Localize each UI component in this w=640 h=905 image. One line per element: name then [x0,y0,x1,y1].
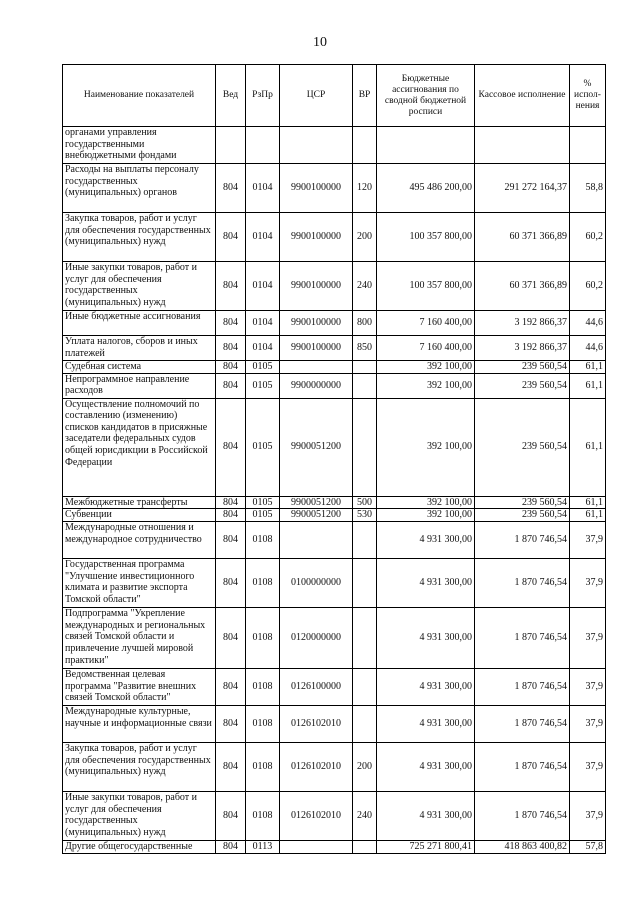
cell-pct: 37,9 [570,559,606,608]
cell-rzpr: 0105 [246,496,280,509]
cell-cash: 239 560,54 [475,509,570,522]
cell-ved [216,127,246,164]
cell-vr [353,522,377,559]
header-cash: Кассовое исполнение [475,65,570,127]
cell-rzpr: 0105 [246,509,280,522]
cell-name: Подпрограмма "Укрепление международных и региональных связей Томской области и привлечение лучшей мировой практики" [63,608,216,669]
table-row [63,213,606,262]
cell-csr: 0126102010 [280,706,353,743]
header-name: Наименование показателей [63,65,216,127]
cell-pct: 58,8 [570,164,606,213]
cell-rzpr: 0113 [246,841,280,854]
cell-csr: 0126102010 [280,792,353,841]
cell-pct: 61,1 [570,496,606,509]
header-csr: ЦСР [280,65,353,127]
cell-ved: 804 [216,706,246,743]
cell-pct: 61,1 [570,361,606,374]
table-row [63,127,606,164]
cell-name: Субвенции [63,509,216,522]
header-budget: Бюджетные ассигнования по сводной бюджетной росписи [377,65,475,127]
cell-rzpr: 0105 [246,361,280,374]
cell-name: органами управления государственными внебюджетными фондами [63,127,216,164]
cell-budget: 100 357 800,00 [377,262,475,311]
cell-ved: 804 [216,262,246,311]
cell-budget: 4 931 300,00 [377,608,475,669]
cell-csr [280,127,353,164]
cell-budget: 495 486 200,00 [377,164,475,213]
cell-pct: 61,1 [570,509,606,522]
cell-rzpr: 0108 [246,792,280,841]
cell-rzpr: 0105 [246,373,280,398]
cell-rzpr: 0108 [246,743,280,792]
cell-rzpr: 0108 [246,608,280,669]
cell-name: Международные отношения и международное сотрудничество [63,522,216,559]
table-row [63,608,606,669]
cell-budget: 392 100,00 [377,373,475,398]
table-row [63,361,606,374]
table-row [63,669,606,706]
cell-vr [353,669,377,706]
cell-ved: 804 [216,559,246,608]
cell-csr: 0126102010 [280,743,353,792]
cell-vr: 120 [353,164,377,213]
cell-vr: 240 [353,262,377,311]
table-header-row [63,65,606,127]
cell-pct: 37,9 [570,669,606,706]
cell-name: Осуществление полномочий по составлению (изменению) списков кандидатов в присяжные заседатели федеральных судов общей юрисдикции в Российской Федерации [63,398,216,496]
cell-csr: 9900100000 [280,213,353,262]
cell-csr: 9900100000 [280,336,353,361]
header-rzpr: РзПр [246,65,280,127]
cell-rzpr: 0104 [246,213,280,262]
cell-name: Межбюджетные трансферты [63,496,216,509]
cell-rzpr: 0104 [246,336,280,361]
cell-vr: 800 [353,311,377,336]
budget-execution-table [62,64,606,854]
cell-rzpr: 0108 [246,706,280,743]
cell-name: Международные культурные, научные и информационные связи [63,706,216,743]
cell-cash: 291 272 164,37 [475,164,570,213]
cell-ved: 804 [216,669,246,706]
cell-vr [353,706,377,743]
cell-name: Судебная система [63,361,216,374]
cell-cash: 1 870 746,54 [475,669,570,706]
cell-vr: 200 [353,743,377,792]
cell-cash: 3 192 866,37 [475,336,570,361]
cell-budget: 4 931 300,00 [377,559,475,608]
cell-pct: 37,9 [570,743,606,792]
cell-rzpr [246,127,280,164]
cell-cash: 239 560,54 [475,373,570,398]
table-row [63,509,606,522]
cell-ved: 804 [216,336,246,361]
cell-budget: 392 100,00 [377,398,475,496]
cell-budget: 4 931 300,00 [377,792,475,841]
cell-ved: 804 [216,373,246,398]
cell-vr: 530 [353,509,377,522]
header-ved: Вед [216,65,246,127]
cell-cash: 1 870 746,54 [475,706,570,743]
cell-vr: 850 [353,336,377,361]
table-row [63,792,606,841]
table-row [63,841,606,854]
header-vr: ВР [353,65,377,127]
cell-rzpr: 0105 [246,398,280,496]
cell-cash: 1 870 746,54 [475,792,570,841]
cell-pct: 37,9 [570,608,606,669]
cell-csr: 9900100000 [280,311,353,336]
cell-ved: 804 [216,164,246,213]
page-number: 10 [313,35,327,50]
cell-vr [353,841,377,854]
table-row [63,373,606,398]
cell-pct: 37,9 [570,792,606,841]
cell-ved: 804 [216,608,246,669]
cell-csr [280,522,353,559]
cell-budget: 4 931 300,00 [377,706,475,743]
cell-pct: 37,9 [570,522,606,559]
table-row [63,522,606,559]
cell-cash: 239 560,54 [475,361,570,374]
cell-ved: 804 [216,792,246,841]
cell-ved: 804 [216,213,246,262]
cell-ved: 804 [216,361,246,374]
table-row [63,336,606,361]
cell-csr: 9900051200 [280,398,353,496]
cell-rzpr: 0104 [246,164,280,213]
cell-pct: 60,2 [570,213,606,262]
cell-csr: 9900100000 [280,164,353,213]
cell-pct: 44,6 [570,336,606,361]
cell-ved: 804 [216,522,246,559]
table-row [63,496,606,509]
cell-name: Закупка товаров, работ и услуг для обеспечения государственных (муниципальных) нужд [63,213,216,262]
cell-name: Уплата налогов, сборов и иных платежей [63,336,216,361]
cell-pct: 44,6 [570,311,606,336]
cell-cash: 60 371 366,89 [475,213,570,262]
cell-vr [353,398,377,496]
cell-vr [353,608,377,669]
cell-csr [280,361,353,374]
cell-name: Иные закупки товаров, работ и услуг для обеспечения государственных (муниципальных) нужд [63,792,216,841]
cell-budget: 7 160 400,00 [377,311,475,336]
cell-rzpr: 0104 [246,262,280,311]
cell-budget: 392 100,00 [377,496,475,509]
cell-rzpr: 0108 [246,559,280,608]
cell-vr [353,559,377,608]
cell-budget: 4 931 300,00 [377,669,475,706]
cell-csr: 9900051200 [280,509,353,522]
cell-budget: 725 271 800,41 [377,841,475,854]
cell-cash: 1 870 746,54 [475,559,570,608]
table-row [63,706,606,743]
cell-name: Расходы на выплаты персоналу государственных (муниципальных) органов [63,164,216,213]
cell-ved: 804 [216,398,246,496]
cell-ved: 804 [216,841,246,854]
cell-cash: 3 192 866,37 [475,311,570,336]
table-row [63,164,606,213]
cell-csr: 9900051200 [280,496,353,509]
cell-budget: 100 357 800,00 [377,213,475,262]
table-row [63,743,606,792]
cell-cash: 1 870 746,54 [475,743,570,792]
cell-vr: 240 [353,792,377,841]
cell-pct: 37,9 [570,706,606,743]
cell-budget: 4 931 300,00 [377,743,475,792]
cell-name: Государственная программа "Улучшение инвестиционного климата и развитие экспорта Томской области" [63,559,216,608]
cell-pct: 60,2 [570,262,606,311]
cell-pct: 57,8 [570,841,606,854]
cell-name: Иные закупки товаров, работ и услуг для обеспечения государственных (муниципальных) нужд [63,262,216,311]
table-row [63,311,606,336]
cell-ved: 804 [216,496,246,509]
cell-budget [377,127,475,164]
cell-csr: 9900100000 [280,262,353,311]
cell-name: Другие общегосударственные [63,841,216,854]
cell-cash [475,127,570,164]
cell-name: Непрограммное направление расходов [63,373,216,398]
cell-csr: 9900000000 [280,373,353,398]
cell-vr [353,361,377,374]
table-row [63,398,606,496]
cell-name: Иные бюджетные ассигнования [63,311,216,336]
cell-pct [570,127,606,164]
cell-ved: 804 [216,509,246,522]
cell-name: Ведомственная целевая программа "Развитие внешних связей Томской области" [63,669,216,706]
cell-rzpr: 0104 [246,311,280,336]
cell-csr: 0100000000 [280,559,353,608]
cell-rzpr: 0108 [246,669,280,706]
cell-csr [280,841,353,854]
cell-cash: 60 371 366,89 [475,262,570,311]
cell-cash: 1 870 746,54 [475,608,570,669]
cell-name: Закупка товаров, работ и услуг для обеспечения государственных (муниципальных) нужд [63,743,216,792]
cell-pct: 61,1 [570,398,606,496]
cell-cash: 1 870 746,54 [475,522,570,559]
cell-vr: 500 [353,496,377,509]
table-row [63,262,606,311]
cell-budget: 4 931 300,00 [377,522,475,559]
cell-pct: 61,1 [570,373,606,398]
cell-budget: 7 160 400,00 [377,336,475,361]
header-pct: % испол-нения [570,65,606,127]
table-row [63,559,606,608]
cell-rzpr: 0108 [246,522,280,559]
cell-vr [353,373,377,398]
cell-budget: 392 100,00 [377,509,475,522]
cell-vr: 200 [353,213,377,262]
cell-cash: 418 863 400,82 [475,841,570,854]
cell-csr: 0120000000 [280,608,353,669]
cell-cash: 239 560,54 [475,496,570,509]
cell-cash: 239 560,54 [475,398,570,496]
cell-budget: 392 100,00 [377,361,475,374]
cell-ved: 804 [216,743,246,792]
cell-vr [353,127,377,164]
cell-csr: 0126100000 [280,669,353,706]
cell-ved: 804 [216,311,246,336]
